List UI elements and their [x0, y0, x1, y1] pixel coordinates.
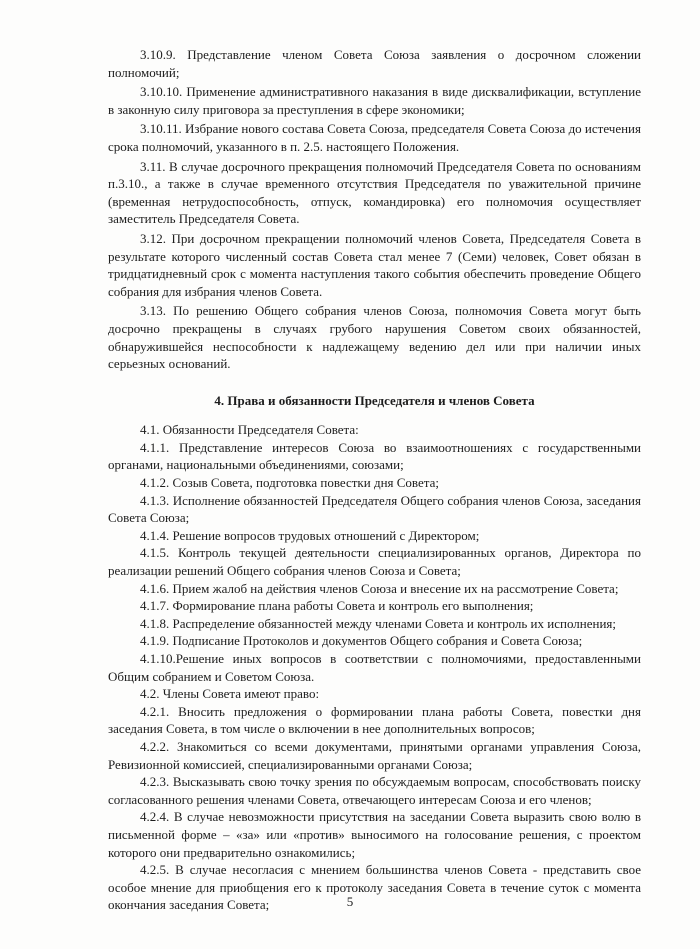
paragraph-3-11: 3.11. В случае досрочного прекращения полномочий Председателя Совета по основаниям п.3.10., а также в случае временного отсутствия Председателя по уважительной причине (временная нетрудоспособность, отпуск, командировка) его полномочия осуществляет заместитель Председателя Совета.	[108, 158, 641, 227]
paragraph-4-1-7: 4.1.7. Формирование плана работы Совета и контроль его выполнения;	[140, 598, 534, 614]
paragraph-4-1-6: 4.1.6. Прием жалоб на действия членов Союза и внесение их на рассмотрение Совета;	[140, 580, 619, 596]
top-paragraphs	[108, 46, 641, 373]
paragraph-4-2-5: 4.2.5. В случае несогласия с мнением большинства членов Совета - представить свое особое мнение для приобщения его к протоколу заседания Совета в течение суток с момента окончания заседания Совета;	[108, 862, 641, 913]
paragraph-4-1-4: 4.1.4. Решение вопросов трудовых отношений с Директором;	[140, 527, 480, 543]
paragraph-4-1-3: 4.1.3. Исполнение обязанностей Председателя Общего собрания членов Союза, заседания Совета Союза;	[108, 492, 641, 526]
paragraph-4-2: 4.2. Члены Совета имеют право:	[140, 686, 320, 702]
paragraph-4-2-2: 4.2.2. Знакомиться со всеми документами, принятыми органами управления Союза, Ревизионной комиссией, специализированными органами Союза;	[108, 738, 641, 772]
paragraph-4-2-1: 4.2.1. Вносить предложения о формировании плана работы Совета, повестки дня заседания Совета, в том числе о включении в нее дополнительных вопросов;	[108, 703, 641, 737]
paragraph-4-1-9: 4.1.9. Подписание Протоколов и документов Общего собрания и Совета Союза;	[140, 633, 583, 649]
paragraph-3-12: 3.12. При досрочном прекращении полномочий членов Совета, Председателя Совета в результате которого численный состав Совета стал менее 7 (Семи) человек, Совет обязан в тридцатидневный срок с момента наступления такого события обеспечить проведение Общего собрания для избрания членов Совета.	[108, 230, 641, 299]
paragraph-4-2-3: 4.2.3. Высказывать свою точку зрения по обсуждаемым вопросам, способствовать поиску согласованного решения членами Совета, отвечающего интересам Союза и его членов;	[108, 774, 641, 807]
paragraph-3-10-11: 3.10.11. Избрание нового состава Совета Союза, председателя Совета Союза до истечения срока полномочий, указанного в п. 2.5. настоящего Положения.	[108, 121, 641, 154]
paragraph-4-1-8: 4.1.8. Распределение обязанностей между членами Совета и контроль их исполнения;	[140, 615, 616, 631]
section-heading: 4. Права и обязанности Председателя и членов Совета	[214, 392, 535, 408]
paragraph-4-1-5: 4.1.5. Контроль текущей деятельности специализированных органов, Директора по реализации решений Общего собрания членов Союза и Совета;	[108, 545, 641, 579]
paragraph-3-13: 3.13. По решению Общего собрания членов Союза, полномочия Совета могут быть досрочно прекращены в случаях грубого нарушения Советом своих обязанностей, обнаружившейся неспособности к надлежащему ведению дел или при наличии иных серьезных оснований.	[108, 303, 641, 372]
bottom-paragraphs	[108, 421, 641, 914]
paragraph-3-10-9: 3.10.9. Представление членом Совета Союза заявления о досрочном сложении полномочий;	[108, 47, 641, 80]
page-number: 5	[346, 894, 354, 909]
paragraph-4-2-4: 4.2.4. В случае невозможности присутствия на заседании Совета выразить свою волю в письменной форме – «за» или «против» выносимого на голосование решения, с проектом которого они предварительно ознакомились;	[108, 809, 641, 860]
paragraph-4-1-10: 4.1.10.Решение иных вопросов в соответствии с полномочиями, предоставленными Общим собранием и Советом Союза.	[108, 651, 641, 684]
paragraph-4-1: 4.1. Обязанности Председателя Совета:	[140, 422, 359, 438]
paragraph-4-1-1: 4.1.1. Представление интересов Союза во взаимоотношениях с государственными органами, национальными объединениями, союзами;	[108, 439, 641, 473]
paragraph-3-10-10: 3.10.10. Применение административного наказания в виде дисквалификации, вступление в законную силу приговора за преступления в сфере экономики;	[108, 84, 641, 117]
paragraph-4-1-2: 4.1.2. Созыв Совета, подготовка повестки дня Совета;	[140, 475, 439, 491]
